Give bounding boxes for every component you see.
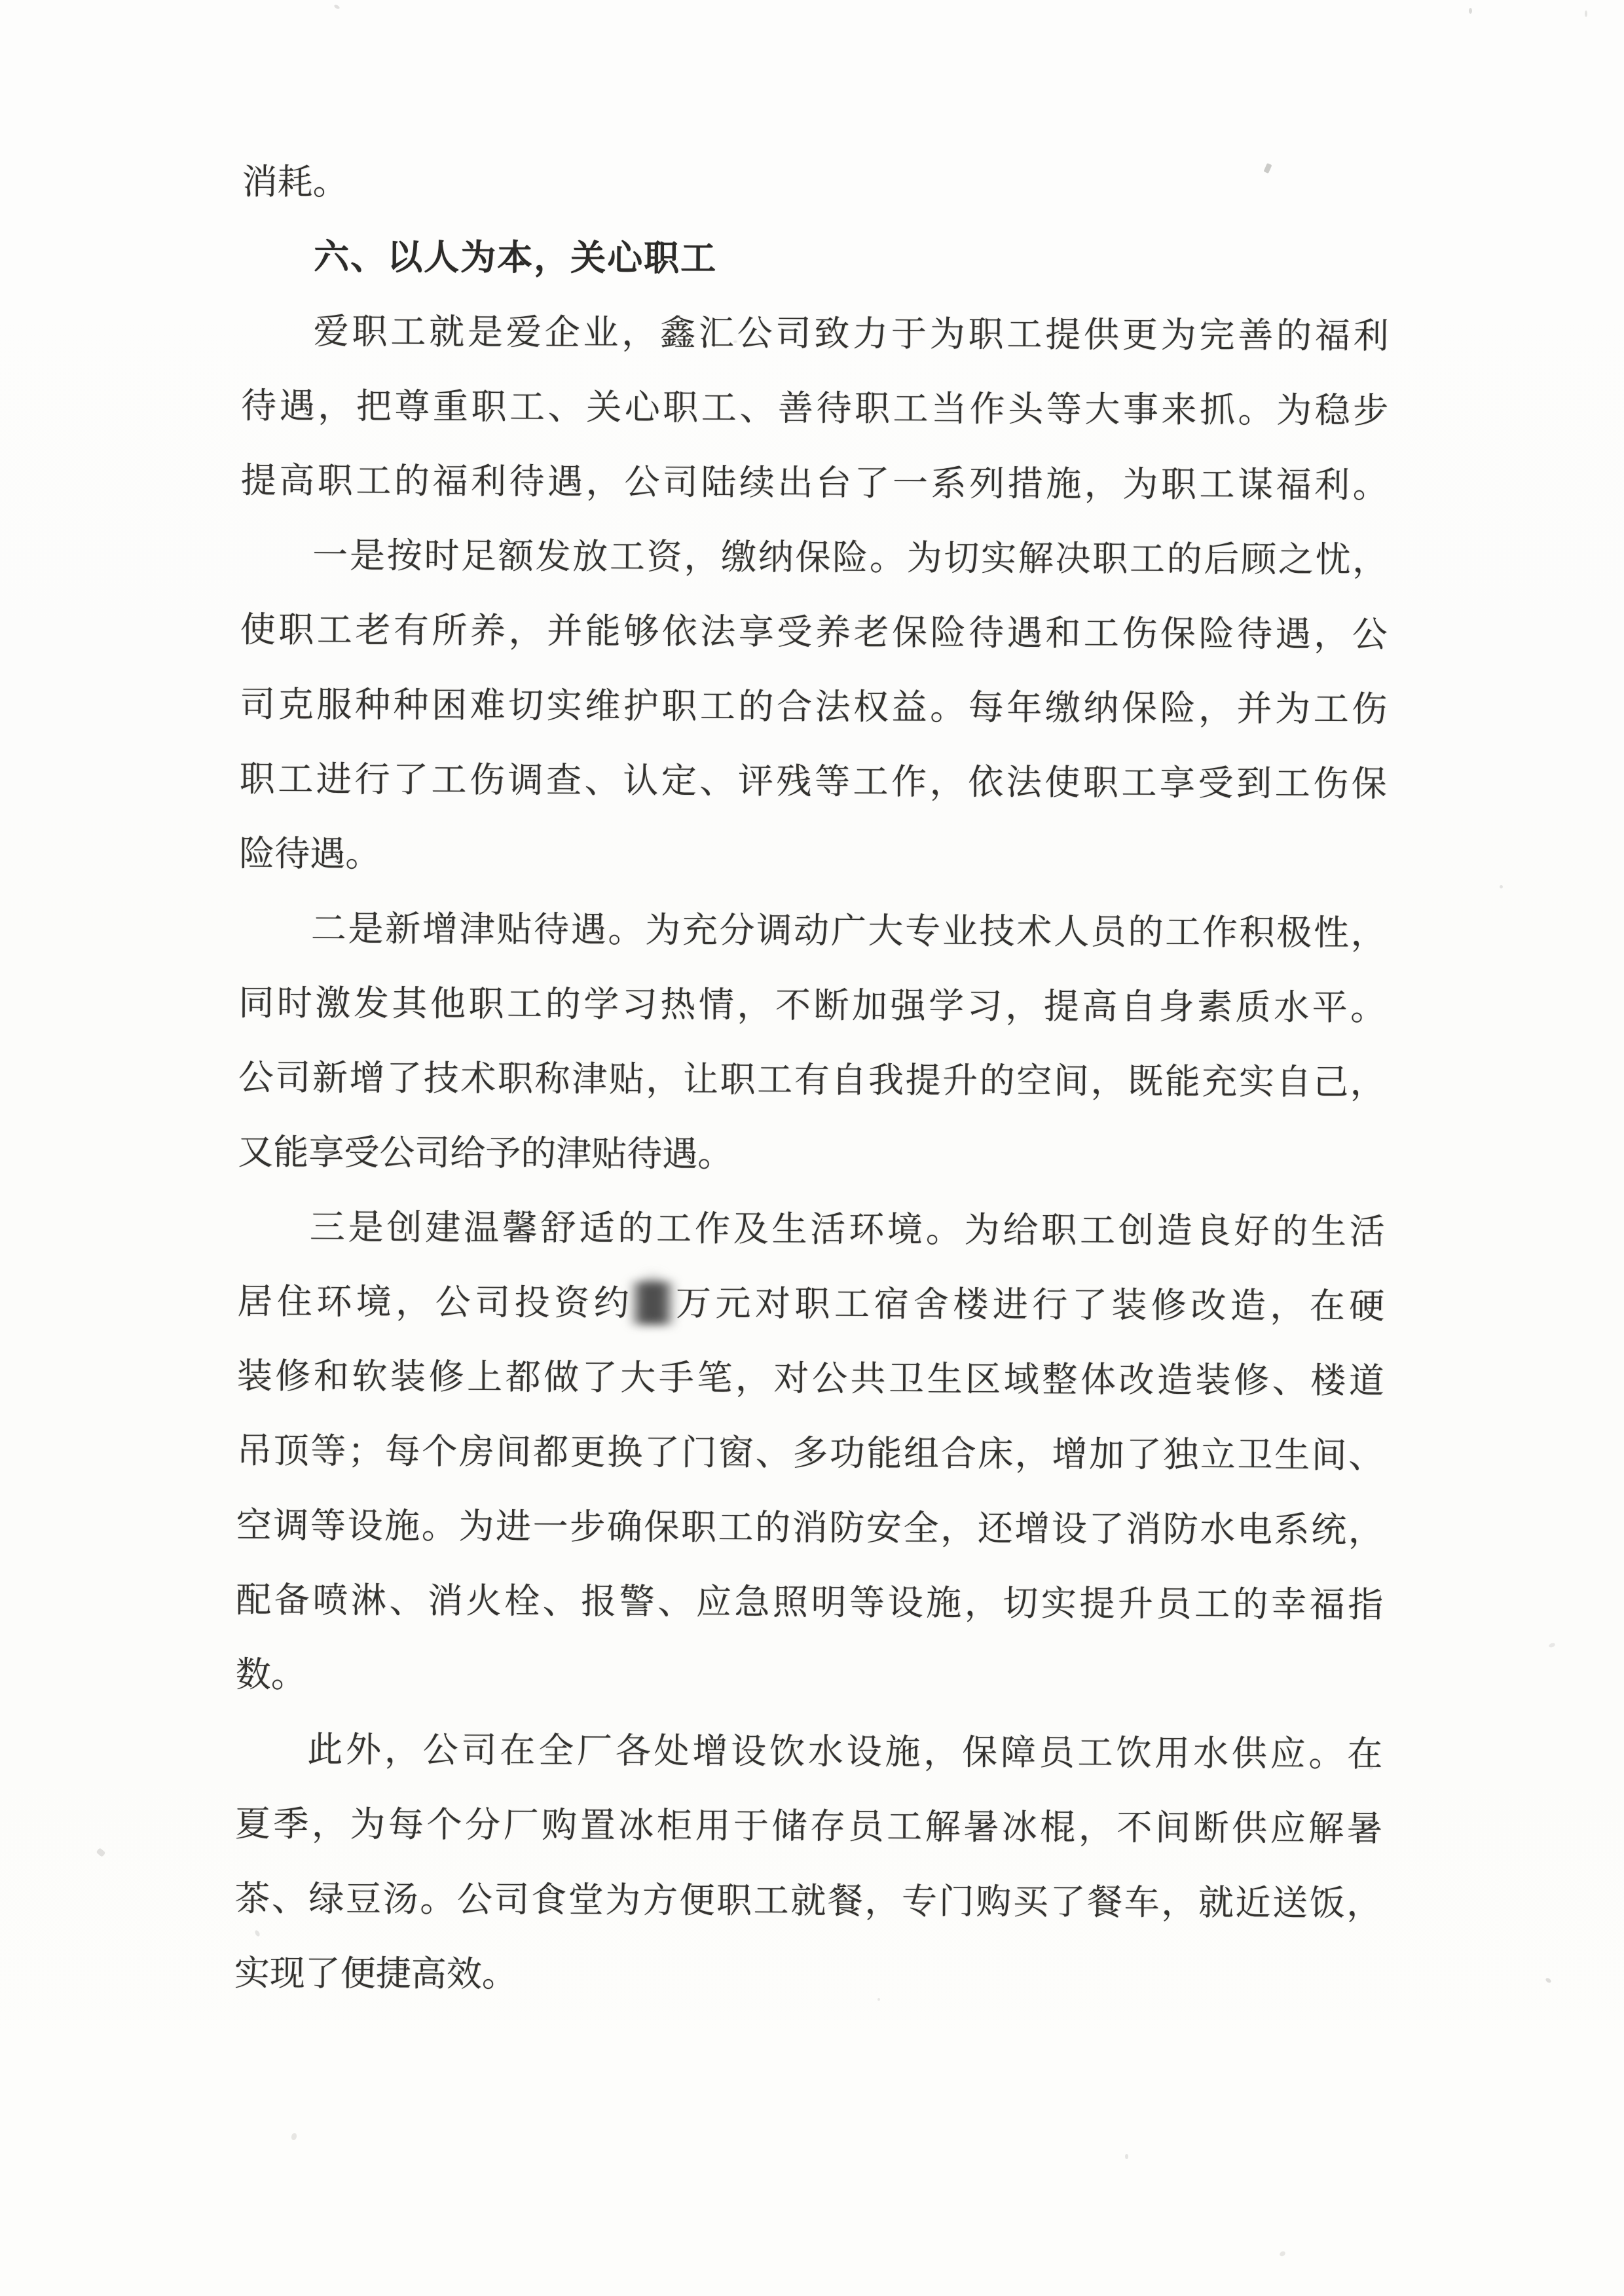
scan-speck — [96, 1848, 106, 1857]
scan-speck — [1545, 1977, 1552, 1984]
text-after-redaction: 万元对职工宿舍楼进行了装修改造，在硬 — [671, 1283, 1385, 1326]
scan-speck — [1500, 885, 1503, 888]
text-before-redaction: 居住环境，公司投资约 — [237, 1281, 634, 1323]
redacted-amount: █ — [635, 1265, 669, 1339]
text-line: 吊顶等；每个房间都更换了门窗、多功能组合床，增加了独立卫生间、 — [236, 1430, 1384, 1476]
text-line: 司克服种种困难切实维护职工的合法权益。每年缴纳保险，并为工伤 — [240, 684, 1388, 729]
text-line: 险待遇。 — [239, 833, 381, 874]
text-line: 一是按时足额发放工资，缴纳保险。为切实解决职工的后顾之忧， — [312, 536, 1388, 580]
text-line: 配备喷淋、消火栓、报警、应急照明等设施，切实提升员工的幸福指 — [236, 1580, 1384, 1625]
text-line: 又能享受公司给予的津贴待遇。 — [238, 1132, 733, 1175]
scan-speck — [1585, 10, 1587, 17]
text-line: 实现了便捷高效。 — [234, 1953, 517, 1994]
text-line: 同时激发其他职工的学习热情，不断加强学习，提高自身素质水平。 — [238, 983, 1386, 1028]
text-line: 爱职工就是爱企业，鑫汇公司致力于为职工提供更为完善的福利 — [313, 312, 1389, 356]
text-line: 茶、绿豆汤。公司食堂为方便职工就餐，专门购买了餐车，就近送饭， — [234, 1878, 1382, 1923]
text-line: 职工进行了工伤调查、认定、评残等工作，依法使职工享受到工伤保 — [239, 759, 1387, 804]
text-line: 数。 — [235, 1654, 306, 1695]
scan-speck — [1125, 2154, 1128, 2159]
text-line: 提高职工的福利待遇，公司陆续出台了一系列措施，为职工谋福利。 — [240, 460, 1388, 505]
scan-speck — [877, 1998, 880, 2001]
scan-speck — [291, 2132, 298, 2141]
document-text-block — [234, 145, 1390, 2016]
text-line: 三是创建温馨舒适的工作及生活环境。为给职工创造良好的生活 — [309, 1207, 1385, 1252]
text-line: 消耗。 — [242, 162, 348, 202]
scan-speck — [333, 4, 340, 10]
scan-speck — [1279, 2250, 1286, 2257]
text-line: 使职工老有所养，并能够依法享受养老保险待遇和工伤保险待遇，公 — [240, 610, 1388, 655]
text-line: 夏季，为每个分厂购置冰柜用于储存员工解暑冰棍，不间断供应解暑 — [234, 1804, 1382, 1849]
scan-speck — [1369, 1766, 1373, 1770]
section-heading: 六、以人为本，关心职工 — [314, 237, 718, 279]
text-line-with-redaction — [237, 1264, 1384, 1344]
scan-speck — [1469, 8, 1472, 14]
scan-speck — [733, 340, 737, 343]
text-line: 装修和软装修上都做了大手笔，对公共卫生区域整体改造装修、楼道 — [236, 1356, 1384, 1401]
text-line: 公司新增了技术职称津贴，让职工有自我提升的空间，既能充实自己， — [238, 1057, 1386, 1102]
text-line: 二是新增津贴待遇。为充分调动广大专业技术人员的工作积极性， — [310, 909, 1386, 953]
text-line: 空调等设施。为进一步确保职工的消防安全，还增设了消防水电系统， — [236, 1505, 1384, 1550]
text-line: 此外，公司在全厂各处增设饮水设施，保障员工饮用水供应。在 — [307, 1730, 1383, 1774]
text-line: 待遇，把尊重职工、关心职工、善待职工当作头等大事来抓。为稳步 — [241, 386, 1389, 431]
scan-speck — [1548, 1642, 1555, 1648]
